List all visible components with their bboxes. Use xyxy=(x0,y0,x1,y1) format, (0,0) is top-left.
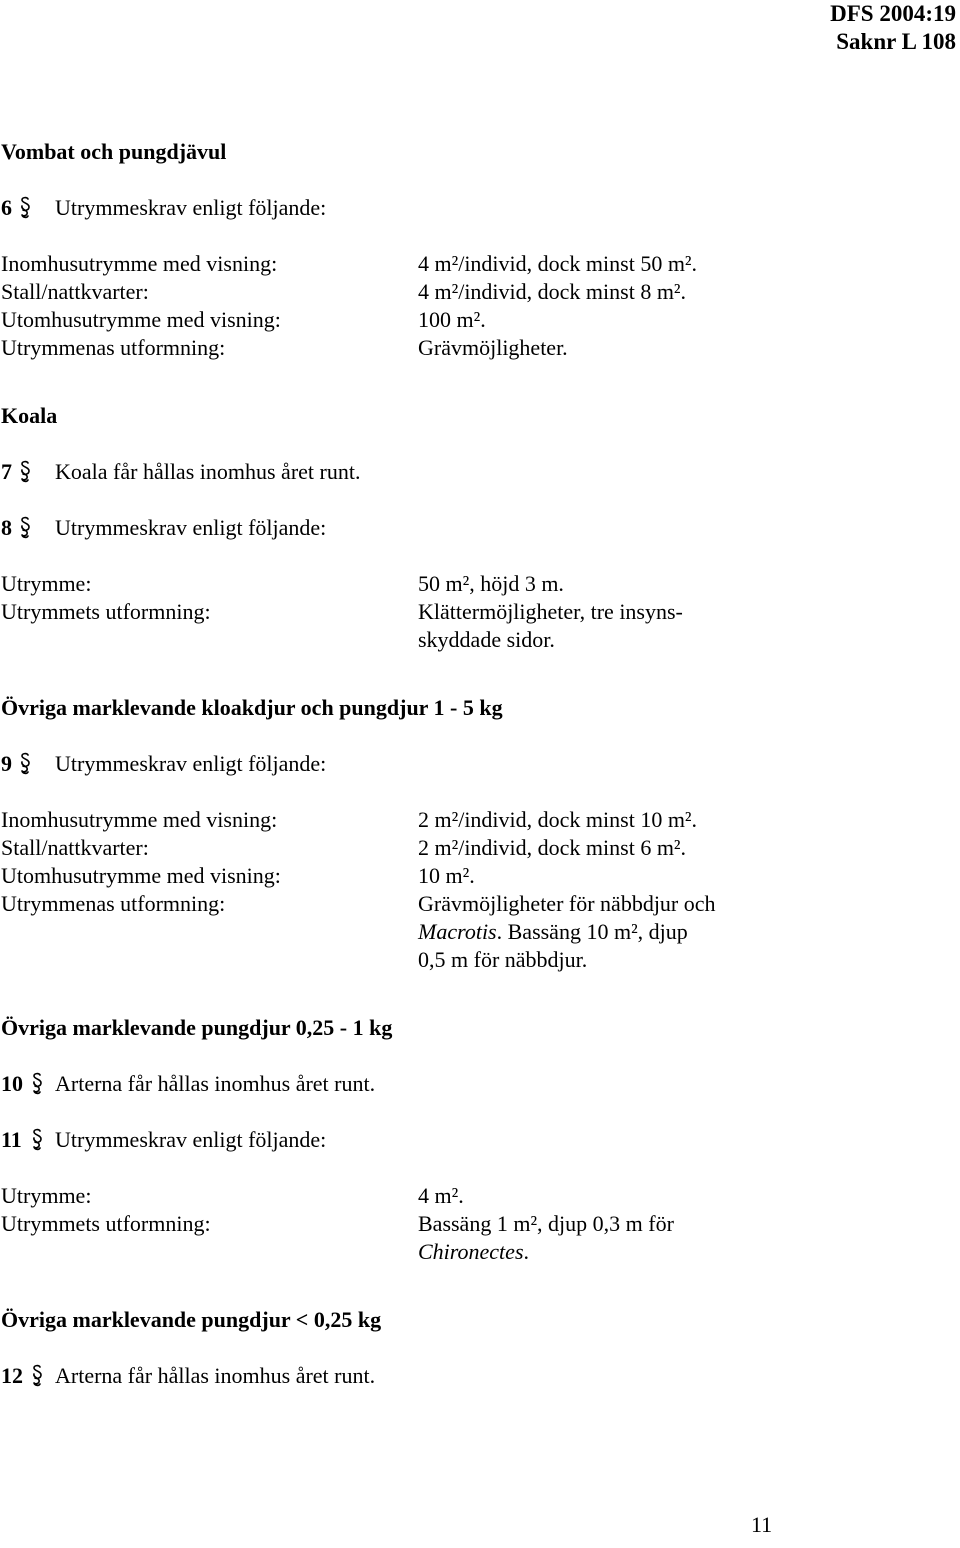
label-outdoor-display: Utomhusutrymme med visning: xyxy=(1,863,281,888)
label-space-design: Utrymmets utformning: xyxy=(1,599,211,624)
value-outdoor-display: 100 m². xyxy=(418,307,486,332)
value-space: 50 m², höjd 3 m. xyxy=(418,571,564,596)
case-number: Saknr L 108 xyxy=(836,29,956,54)
section-sign-icon xyxy=(17,514,33,542)
paragraph-number-8: 8 xyxy=(1,515,12,540)
value-design: Grävmöjligheter. xyxy=(418,335,568,360)
section-sign-icon xyxy=(29,1070,45,1098)
section-sign-icon xyxy=(17,458,33,486)
paragraph-text-6: Utrymmeskrav enligt följande: xyxy=(55,195,327,220)
paragraph-number-7: 7 xyxy=(1,459,12,484)
value-space-design: Bassäng 1 m², djup 0,3 m för xyxy=(418,1211,674,1236)
label-indoor-display: Inomhusutrymme med visning: xyxy=(1,251,278,276)
section-sign-icon xyxy=(17,194,33,222)
value-stall: 4 m²/individ, dock minst 8 m². xyxy=(418,279,687,304)
species-name: Macrotis xyxy=(418,919,497,944)
paragraph-text-11: Utrymmeskrav enligt följande: xyxy=(55,1127,327,1152)
label-space: Utrymme: xyxy=(1,1183,92,1208)
value-indoor-display: 2 m²/individ, dock minst 10 m². xyxy=(418,807,698,832)
section-heading-vombat: Vombat och pungdjävul xyxy=(1,139,227,164)
section-heading-pungdjur-tiny: Övriga marklevande pungdjur < 0,25 kg xyxy=(1,1307,382,1332)
value-space-design: Klättermöjligheter, tre insyns- xyxy=(418,599,683,624)
value-indoor-display: 4 m²/individ, dock minst 50 m². xyxy=(418,251,698,276)
value-design: Grävmöjligheter för näbbdjur och xyxy=(418,891,716,916)
section-heading-pungdjur-small: Övriga marklevande pungdjur 0,25 - 1 kg xyxy=(1,1015,393,1040)
label-space-design: Utrymmets utformning: xyxy=(1,1211,211,1236)
value-design-line2 xyxy=(418,918,688,946)
paragraph-number-12: 12 xyxy=(1,1363,23,1388)
paragraph-number-10: 10 xyxy=(1,1071,23,1096)
paragraph-number-11: 11 xyxy=(1,1127,22,1152)
label-outdoor-display: Utomhusutrymme med visning: xyxy=(1,307,281,332)
value-design-line2-rest: . Bassäng 10 m², djup xyxy=(496,919,688,944)
section-heading-kloakdjur: Övriga marklevande kloakdjur och pungdjur 1 - 5 kg xyxy=(1,695,503,720)
label-design: Utrymmenas utformning: xyxy=(1,891,226,916)
label-design: Utrymmenas utformning: xyxy=(1,335,226,360)
paragraph-text-9: Utrymmeskrav enligt följande: xyxy=(55,751,327,776)
paragraph-text-10: Arterna får hållas inomhus året runt. xyxy=(55,1071,376,1096)
value-stall: 2 m²/individ, dock minst 6 m². xyxy=(418,835,687,860)
paragraph-number-6: 6 xyxy=(1,195,12,220)
value-space-design-line2 xyxy=(418,1238,529,1266)
species-name: Chironectes xyxy=(418,1239,524,1264)
page-number: 11 xyxy=(751,1512,773,1537)
value-space-design-line2-rest: . xyxy=(523,1239,529,1264)
value-design-line3: 0,5 m för näbbdjur. xyxy=(418,947,588,972)
section-heading-koala: Koala xyxy=(1,403,58,428)
paragraph-number-9: 9 xyxy=(1,751,12,776)
label-space: Utrymme: xyxy=(1,571,92,596)
label-indoor-display: Inomhusutrymme med visning: xyxy=(1,807,278,832)
label-stall: Stall/nattkvarter: xyxy=(1,279,149,304)
document-id: DFS 2004:19 xyxy=(830,1,956,26)
label-stall: Stall/nattkvarter: xyxy=(1,835,149,860)
value-space-design-cont: skyddade sidor. xyxy=(418,627,555,652)
paragraph-text-8: Utrymmeskrav enligt följande: xyxy=(55,515,327,540)
value-outdoor-display: 10 m². xyxy=(418,863,475,888)
section-sign-icon xyxy=(17,750,33,778)
paragraph-text-7: Koala får hållas inomhus året runt. xyxy=(55,459,361,484)
value-space: 4 m². xyxy=(418,1183,464,1208)
section-sign-icon xyxy=(29,1126,45,1154)
paragraph-text-12: Arterna får hållas inomhus året runt. xyxy=(55,1363,376,1388)
section-sign-icon xyxy=(29,1362,45,1390)
